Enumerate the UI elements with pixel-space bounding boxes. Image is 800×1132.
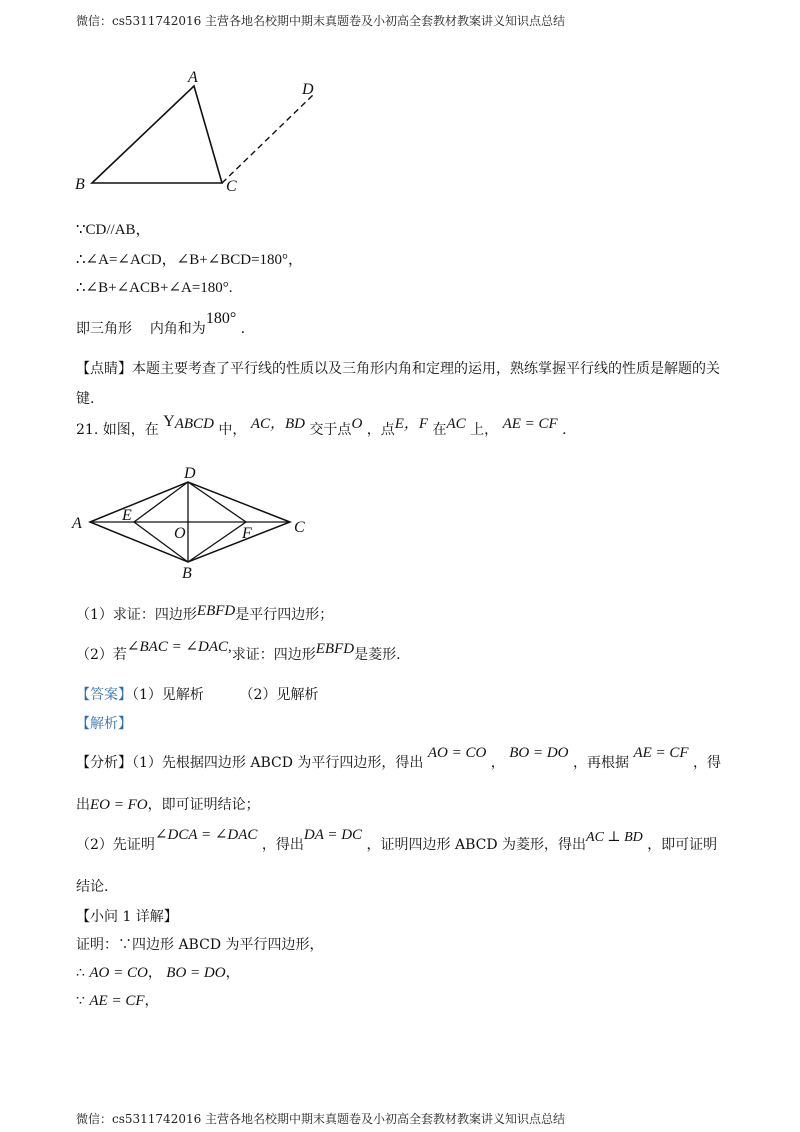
jiexi-label: 【解析】 [76, 716, 132, 732]
analysis-label: 【分析】 [76, 755, 132, 771]
proof-text: 内角和为 [149, 321, 206, 337]
part-text: 是菱形. [354, 647, 401, 663]
answer-line [76, 684, 318, 704]
detail-text: ， [144, 993, 159, 1009]
math-angle-dca: ∠DCA = ∠DAC [154, 827, 258, 843]
proof-text: 即三角形 [76, 321, 132, 337]
dianjing-line-1 [76, 358, 720, 378]
proof-line-1: ∵CD//AB， [76, 222, 151, 238]
question-text: . [562, 422, 567, 438]
analysis-text: ，得出 [261, 837, 304, 853]
math-ae-cf: AE = CF [633, 745, 689, 761]
answer-2: （2）见解析 [239, 687, 319, 703]
question-text: ，点 [366, 422, 395, 438]
math-abcd: ABCD [174, 416, 214, 432]
analysis-line-4: 结论. [76, 879, 109, 895]
parallelogram-symbol: Y [163, 413, 175, 430]
analysis-text: ，即可证明 [647, 837, 718, 853]
label-d: D [184, 465, 196, 482]
detail-line-3 [76, 990, 159, 1010]
label-b: B [182, 565, 192, 582]
page-header: 微信：cs5311742016 主营各地名校期中期末真题卷及小初高全套教材教案讲义知识点总结 [76, 14, 566, 28]
question-text: 上， [470, 422, 499, 438]
part-2 [76, 639, 401, 664]
analysis-text: （1）先根据四边形 ABCD 为平行四边形，得出 [132, 755, 424, 771]
proof-line-2: ∴∠A=∠ACD，∠B+∠BCD=180°， [76, 252, 304, 268]
analysis-text: ，得 [693, 755, 722, 771]
label-c: C [226, 178, 237, 195]
dianjing-text: 本题主要考查了平行线的性质以及三角形内角和定理的运用，熟练掌握平行线的性质是解题的关 [132, 361, 720, 377]
triangle-figure [70, 70, 340, 200]
math-o: O [351, 416, 363, 432]
question-text: 中， [218, 422, 247, 438]
math-eo-fo: EO = FO [90, 797, 148, 813]
label-a: A [72, 515, 82, 532]
label-c: C [294, 519, 305, 536]
analysis-text: 出 [76, 797, 90, 813]
detail-text: ∴ [76, 965, 85, 981]
page-footer: 微信：cs5311742016 主营各地名校期中期末真题卷及小初高全套教材教案讲义知识点总结 [76, 1112, 566, 1126]
math-bo-do: BO = DO [509, 745, 569, 761]
analysis-text: ，证明四边形 ABCD 为菱形，得出 [366, 837, 587, 853]
proof-line-4 [76, 310, 246, 338]
detail-text: ， [147, 965, 162, 981]
analysis-text: （2）先证明 [76, 837, 155, 853]
detail-text: ∵ [76, 993, 85, 1009]
math-bo-do: BO = DO [166, 965, 226, 981]
question-text: 交于点 [309, 422, 352, 438]
proof-text: . [240, 321, 246, 337]
math-da-dc: DA = DC [303, 827, 363, 843]
label-d: D [302, 81, 314, 98]
degree-value: 180° [205, 310, 237, 327]
detail-text: ， [225, 965, 240, 981]
proof-line-3: ∴∠B+∠ACB+∠A=180°. [76, 280, 233, 296]
dianjing-label: 【点睛】 [76, 361, 132, 377]
math-ae-cf: AE = CF [89, 993, 145, 1009]
label-e: E [122, 507, 132, 524]
part-1 [76, 604, 333, 624]
detail-line-1: 证明：∵四边形 ABCD 为平行四边形， [76, 937, 324, 953]
math-ebfd: EBFD [315, 641, 355, 657]
math-ac-bd: AC，BD [250, 416, 305, 432]
analysis-text: ， [490, 755, 505, 771]
math-e-f: E，F [394, 416, 429, 432]
triangle-abc [92, 86, 222, 183]
math-ao-co: AO = CO [427, 745, 487, 761]
answer-1: （1）见解析 [132, 687, 204, 703]
analysis-line-3 [76, 827, 718, 854]
question-21 [76, 413, 567, 439]
math-ac-perp-bd: AC ⊥ BD [586, 830, 643, 845]
part-text: 是平行四边形； [235, 607, 334, 623]
label-f: F [242, 525, 252, 542]
detail-line-2 [76, 962, 240, 982]
analysis-line-2 [76, 794, 260, 814]
math-ac: AC [446, 416, 466, 432]
part-text: （2）若 [76, 647, 127, 663]
detail-label: 【小问 1 详解】 [76, 909, 178, 925]
rhombus-figure [70, 462, 320, 582]
label-b: B [75, 176, 85, 193]
question-text: 在 [432, 422, 447, 438]
question-text: 21. 如图，在 [76, 422, 159, 438]
answer-label: 【答案】 [76, 687, 132, 703]
part-text: 求证：四边形 [231, 647, 316, 663]
math-ae-cf: AE = CF [502, 416, 558, 432]
label-o: O [174, 525, 186, 542]
math-ebfd: EBFD [196, 603, 236, 619]
analysis-text: ，再根据 [572, 755, 629, 771]
math-ao-co: AO = CO [89, 965, 148, 981]
dianjing-line-2: 键. [76, 391, 95, 407]
part-text: （1）求证：四边形 [76, 607, 197, 623]
math-angle-cond: ∠BAC = ∠DAC, [126, 639, 232, 655]
analysis-line-1 [76, 745, 722, 772]
analysis-text: ，即可证明结论； [147, 797, 260, 813]
label-a: A [188, 70, 198, 86]
dashed-line-cd [222, 95, 313, 183]
